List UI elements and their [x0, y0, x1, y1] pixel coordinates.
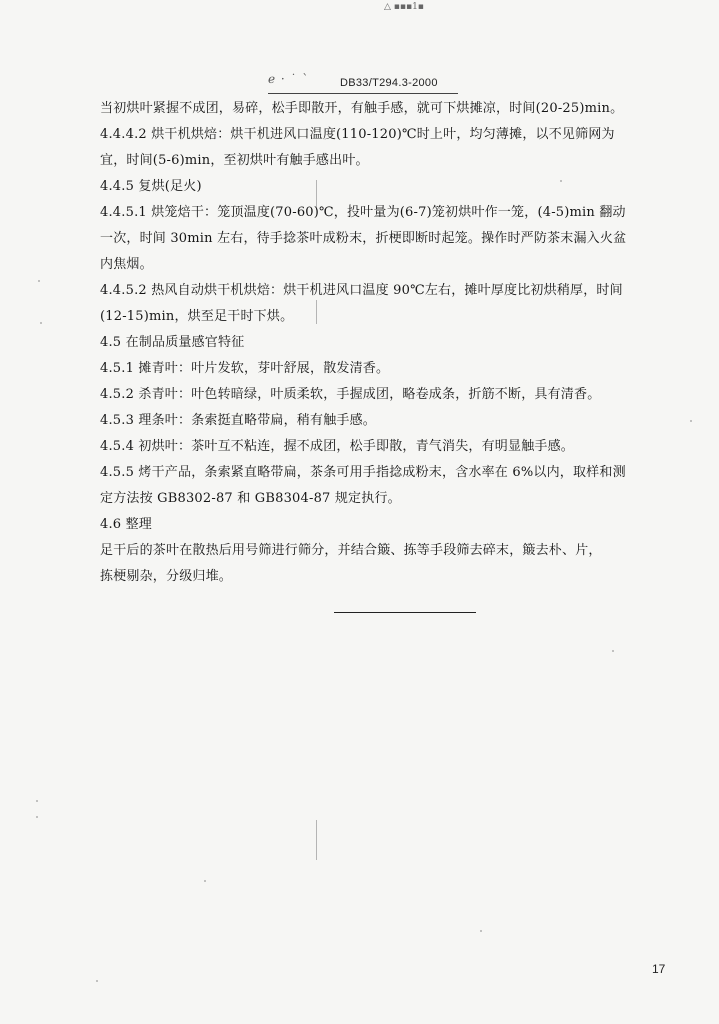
scan-speck [96, 980, 98, 982]
page-header [268, 72, 468, 94]
text-line: 内焦烟。 [100, 257, 153, 272]
scan-speck [612, 650, 614, 652]
text-line: 4.5.1 摊青叶：叶片发软，芽叶舒展，散发清香。 [100, 361, 390, 376]
text-line: 4.4.5.1 烘笼焙干：笼顶温度(70-60)℃，投叶量为(6-7)笼初烘叶作一笼，(4-5)min 翻动 [100, 205, 626, 220]
section-heading: 4.6 整理 [100, 517, 153, 532]
text-line: (12-15)min，烘至足干时下烘。 [100, 309, 294, 324]
scan-speck [36, 800, 38, 802]
text-line: 足干后的茶叶在散热后用号筛进行筛分，并结合簸、拣等手段筛去碎末，簸去朴、片， [100, 543, 602, 558]
scan-speck [560, 180, 562, 182]
scan-speck [38, 280, 40, 282]
page-number: 17 [652, 962, 666, 976]
header-rule [268, 93, 458, 94]
top-scan-mark: △ ▪▪▪1▪ [384, 2, 424, 12]
text-line: 拣梗剔杂，分级归堆。 [100, 569, 233, 584]
scan-artifact [316, 820, 317, 860]
text-line: 一次，时间 30min 左右，待手捻茶叶成粉末，折梗即断时起笼。操作时严防茶末漏入火盆 [100, 231, 627, 246]
text-line: 4.5.2 杀青叶：叶色转暗绿，叶质柔软，手握成团，略卷成条，折筋不断，具有清香。 [100, 387, 601, 402]
scan-speck [690, 420, 692, 422]
scan-speck [204, 880, 206, 882]
section-heading: 4.4.5 复烘(足火) [100, 179, 202, 194]
scan-speck [480, 930, 482, 932]
text-line: 4.5.5 烤干产品，条索紧直略带扁，茶条可用手指捻成粉末，含水率在 6%以内，取样和测 [100, 465, 626, 480]
body-text [100, 96, 692, 590]
text-line: 4.4.5.2 热风自动烘干机烘焙：烘干机进风口温度 90℃左右，摊叶厚度比初烘稍厚，时间 [100, 283, 623, 298]
end-divider [334, 612, 476, 613]
text-line: 定方法按 GB8302-87 和 GB8304-87 规定执行。 [100, 491, 401, 506]
text-line: 宜，时间(5-6)min，至初烘叶有触手感出叶。 [100, 153, 369, 168]
text-line: 4.4.4.2 烘干机烘焙：烘干机进风口温度(110-120)℃时上叶，均匀薄摊，以不见筛网为 [100, 127, 615, 142]
standard-code: DB33/T294.3-2000 [340, 77, 438, 89]
text-line: 4.5.3 理条叶：条索挺直略带扁，稍有触手感。 [100, 413, 377, 428]
header-stamp: ℯ · ˙ ˋ [268, 72, 310, 86]
section-heading: 4.5 在制品质量感官特征 [100, 335, 245, 350]
scan-speck [40, 322, 42, 324]
scan-speck [36, 816, 38, 818]
text-line: 当初烘叶紧握不成团，易碎，松手即散开，有触手感，就可下烘摊凉，时间(20-25)min。 [100, 101, 624, 116]
text-line: 4.5.4 初烘叶：茶叶互不粘连，握不成团，松手即散，青气消失，有明显触手感。 [100, 439, 575, 454]
